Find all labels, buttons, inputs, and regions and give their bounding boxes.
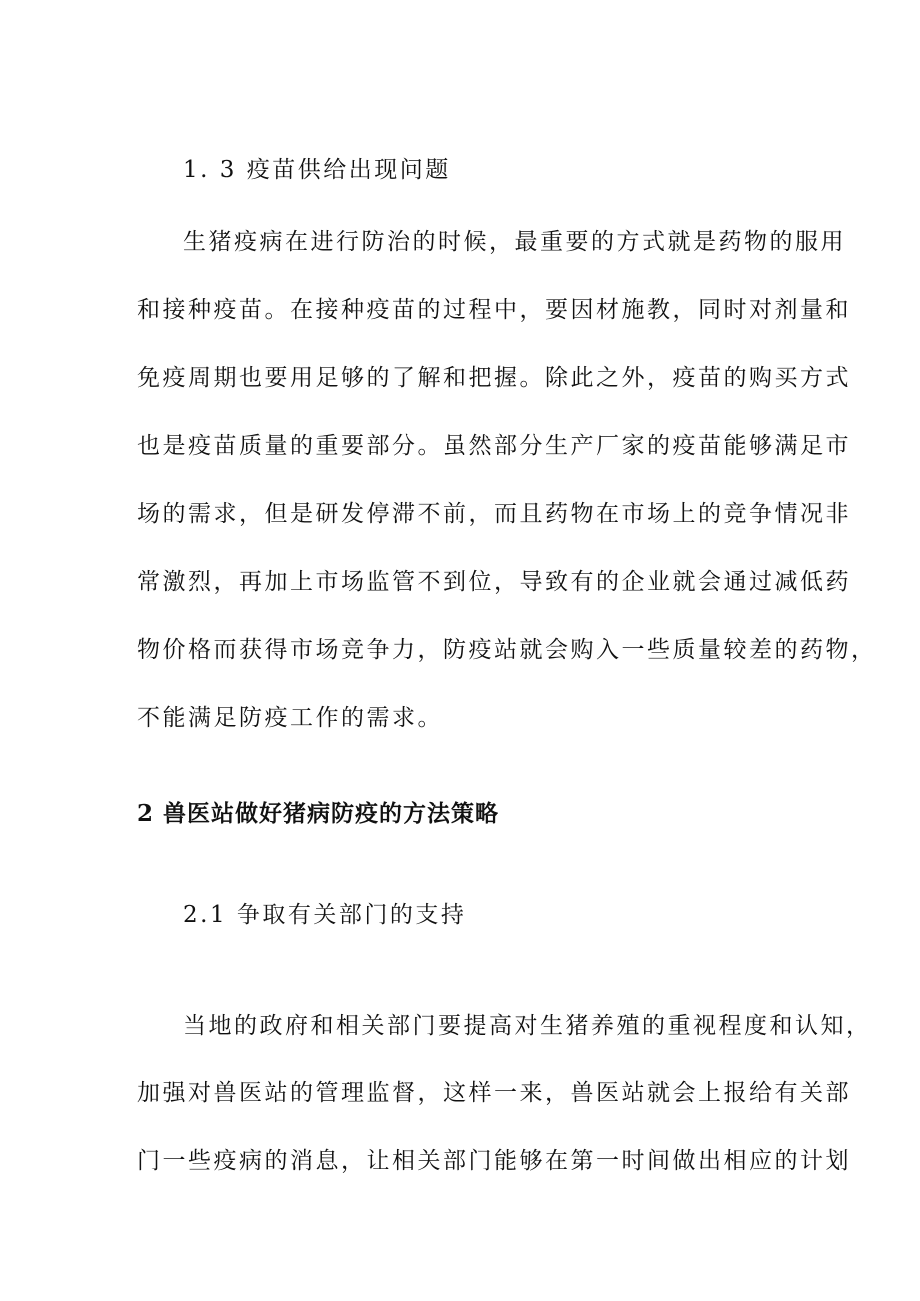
- section-heading-2: 2 兽医站做好猪病防疫的方法策略: [137, 800, 500, 827]
- section-heading-2-1: 2.1 争取有关部门的支持: [183, 902, 467, 928]
- paragraph-line: 也是疫苗质量的重要部分。虽然部分生产厂家的疫苗能够满足市: [137, 433, 851, 459]
- paragraph-line: 常激烈，再加上市场监管不到位，导致有的企业就会通过减低药: [137, 569, 851, 595]
- paragraph-line: 和接种疫苗。在接种疫苗的过程中，要因材施教，同时对剂量和: [137, 297, 851, 323]
- paragraph-line: 生猪疫病在进行防治的时候，最重要的方式就是药物的服用: [183, 229, 846, 255]
- paragraph-line: 不能满足防疫工作的需求。: [137, 705, 443, 731]
- section-heading-1-3: 1. 3 疫苗供给出现问题: [183, 157, 451, 183]
- paragraph-line: 加强对兽医站的管理监督，这样一来，兽医站就会上报给有关部: [137, 1080, 851, 1106]
- paragraph-line: 门一些疫病的消息，让相关部门能够在第一时间做出相应的计划: [137, 1148, 851, 1174]
- paragraph-line: 场的需求，但是研发停滞不前，而且药物在市场上的竞争情况非: [137, 501, 851, 527]
- paragraph-line: 物价格而获得市场竞争力，防疫站就会购入一些质量较差的药物，: [137, 637, 877, 663]
- paragraph-line: 免疫周期也要用足够的了解和把握。除此之外，疫苗的购买方式: [137, 365, 851, 391]
- paragraph-line: 当地的政府和相关部门要提高对生猪养殖的重视程度和认知，: [183, 1013, 872, 1039]
